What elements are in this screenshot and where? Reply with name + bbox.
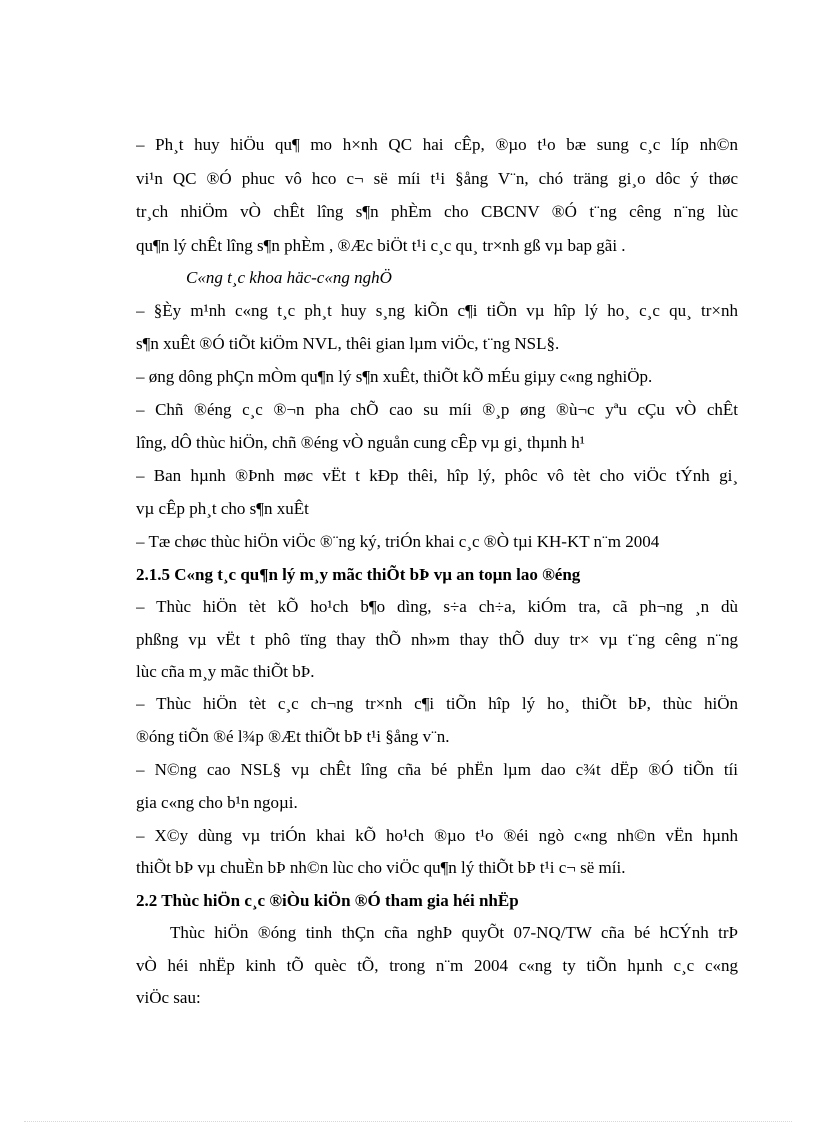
text-line: – N©ng cao NSL§ vµ chÊt lîng cña bé phËn lµm dao c¾t dËp ®Ó tiÕn tíi: [136, 760, 738, 779]
text-line: s¶n xuÊt ®Ó tiÕt kiÖm NVL, thêi gian lµm viÖc, t¨ng NSL§.: [136, 334, 560, 353]
text-line: – Thùc hiÖn tèt kÕ ho¹ch b¶o dìng, s÷a ch÷a, kiÓm tra, cã ph¬ng ¸n dù: [136, 597, 738, 616]
page-bottom-border: [24, 1121, 792, 1122]
text-line: thiÕt bÞ vµ chuÈn bÞ nh©n lùc cho viÖc qu¶n lý thiÕt bÞ t¹i c¬ së míi.: [136, 858, 626, 877]
text-line: ®óng tiÕn ®é l¾p ®Æt thiÕt bÞ t¹i §ång v¨n.: [136, 727, 450, 746]
text-line: lùc cña m¸y mãc thiÕt bÞ.: [136, 662, 315, 681]
text-line: vµ cÊp ph¸t cho s¶n xuÊt: [136, 499, 309, 518]
text-line: – Tæ chøc thùc hiÖn viÖc ®¨ng ký, triÓn khai c¸c ®Ò tµi KH-KT n¨m 2004: [136, 532, 660, 551]
text-line: – Chñ ®éng c¸c ®¬n pha chÕ cao su míi ®¸p øng ®ù¬c yªu cÇu vÒ chÊt: [136, 400, 738, 419]
section-subheading: C«ng t¸c khoa häc-c«ng nghÖ: [186, 268, 392, 287]
text-line: – Ban hµnh ®Þnh møc vËt t kÐp thêi, hîp lý, phôc vô tèt cho viÖc tÝnh gi¸: [136, 466, 738, 485]
text-line: qu¶n lý chÊt lîng s¶n phÈm , ®Æc biÖt t¹i c¸c qu¸ tr×nh gß vµ bap gãi .: [136, 236, 626, 255]
text-line: – øng dông phÇn mÒm qu¶n lý s¶n xuÊt, thiÕt kÕ mÉu giµy c«ng nghiÖp.: [136, 367, 653, 386]
text-line: vÒ héi nhËp kinh tÕ quèc tÕ, trong n¨m 2004 c«ng ty tiÕn hµnh c¸c c«ng: [136, 956, 738, 975]
text-line: – Thùc hiÖn tèt c¸c ch¬ng tr×nh c¶i tiÕn hîp lý ho¸ thiÕt bÞ, thùc hiÖn: [136, 694, 738, 713]
text-line: phßng vµ vËt t phô tïng thay thÕ nh»m thay thÕ duy tr× vµ t¨ng cêng n¨ng: [136, 630, 738, 649]
text-line: lîng, dÔ thùc hiÖn, chñ ®éng vÒ nguån cung cÊp vµ gi¸ thµnh h¹: [136, 433, 585, 452]
text-line: gia c«ng cho b¹n ngoµi.: [136, 793, 298, 812]
text-line: – X©y dùng vµ triÓn khai kÕ ho¹ch ®µo t¹o ®éi ngò c«ng nh©n vËn hµnh: [136, 826, 738, 845]
text-line: vi¹n QC ®Ó phuc vô hco c¬ së míi t¹i §ång V¨n, chó träng gi¸o dôc ý thøc: [136, 169, 738, 188]
text-line: tr¸ch nhiÖm vÒ chÊt lîng s¶n phÈm cho CBCNV ®Ó t¨ng cêng n¨ng lùc: [136, 202, 738, 221]
text-line: Thùc hiÖn ®óng tinh thÇn cña nghÞ quyÕt 07-NQ/TW cña bé hCÝnh trÞ: [170, 923, 738, 942]
text-line: – §Èy m¹nh c«ng t¸c ph¸t huy s¸ng kiÕn c¶i tiÕn vµ hîp lý ho¸ c¸c qu¸ tr×nh: [136, 301, 738, 320]
section-heading: 2.1.5 C«ng t¸c qu¶n lý m¸y mãc thiÕt bÞ vµ an toµn lao ®éng: [136, 565, 581, 584]
text-line: viÖc sau:: [136, 988, 201, 1007]
text-line: – Ph¸t huy hiÖu qu¶ mo h×nh QC hai cÊp, ®µo t¹o bæ sung c¸c líp nh©n: [136, 135, 738, 154]
section-heading: 2.2 Thùc hiÖn c¸c ®iÒu kiÖn ®Ó tham gia héi nhËp: [136, 891, 519, 910]
